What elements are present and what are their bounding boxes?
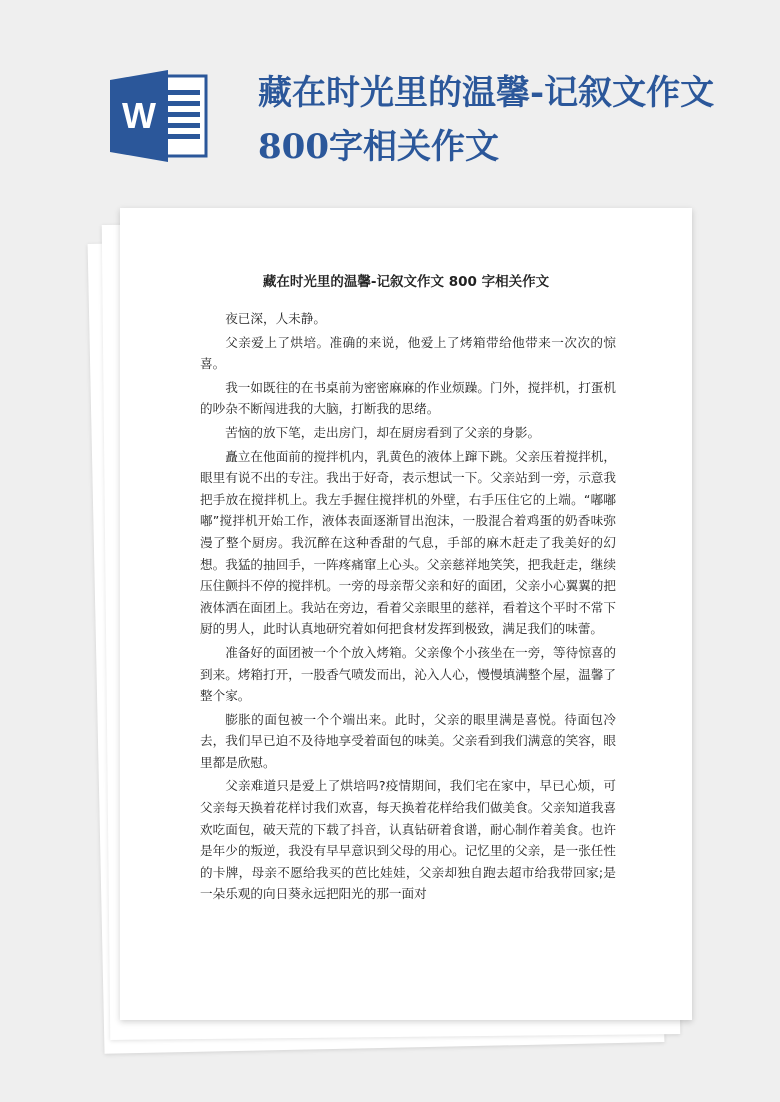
paragraph: 父亲爱上了烘培。准确的来说，他爱上了烤箱带给他带来一次次的惊喜。 (200, 334, 616, 372)
svg-text:W: W (122, 95, 156, 136)
paragraph: 膨胀的面包被一个个端出来。此时，父亲的眼里满是喜悦。待面包冷去，我们早已迫不及待地享受着面包的味美。父亲看到我们满意的笑容，眼里都是欣慰。 (200, 711, 616, 770)
paragraph: 准备好的面团被一个个放入烤箱。父亲像个小孩坐在一旁，等待惊喜的到来。烤箱打开，一股香气喷发而出，沁入人心，慢慢填满整个屋，温馨了整个家。 (200, 644, 616, 704)
paragraph: 我一如既往的在书桌前为密密麻麻的作业烦躁。门外，搅拌机，打蛋机的吵杂不断闯进我的大脑，打断我的思绪。 (200, 379, 616, 417)
document-title: 藏在时光里的温馨-记叙文作文 800 字相关作文 (262, 274, 550, 290)
paragraph: 父亲难道只是爱上了烘培吗?疫情期间，我们宅在家中，早已心烦，可父亲每天换着花样讨我们欢喜，每天换着花样给我们做美食。父亲知道我喜欢吃面包，破天荒的下载了抖音，认真钻研着食谱，耐心制作着美食。也许是年少的叛逆，我没有早早意识到父母的用心。记忆里的父亲，是一张任性的卡牌，母亲不愿给我买的芭比娃娃，父亲却独自跑去超市给我带回家;是一朵乐观的向日葵永远把阳光的那一面对 (200, 778, 616, 902)
document-body (200, 308, 616, 907)
word-document-icon (110, 70, 210, 162)
page-title: 藏在时光里的温馨-记叙文作文800字相关作文 (258, 73, 715, 167)
paragraph: 夜已深，人未静。 (225, 311, 326, 326)
paragraph: 矗立在他面前的搅拌机内，乳黄色的液体上蹿下跳。父亲压着搅拌机，眼里有说不出的专注。我出于好奇，表示想试一下。父亲站到一旁，示意我把手放在搅拌机上。我左手握住搅拌机的外壁，右手压住它的上端。“嘟嘟嘟”搅拌机开始工作，液体表面逐渐冒出泡沫，一股混合着鸡蛋的奶香味弥漫了整个厨房。我沉醉在这种香甜的气息，手部的麻木赶走了我美好的幻想。我猛的抽回手，一阵疼痛窜上心头。父亲慈祥地笑笑，把我赶走，继续压住颤抖不停的搅拌机。一旁的母亲帮父亲和好的面团，父亲小心翼翼的把液体洒在面团上。我站在旁边，看着父亲眼里的慈祥，看着这个平时不常下厨的男人，此时认真地研究着如何把食材发挥到极致，满足我们的味蕾。 (200, 448, 616, 637)
paragraph: 苦恼的放下笔，走出房门，却在厨房看到了父亲的身影。 (225, 424, 541, 440)
document-page (120, 208, 692, 1020)
